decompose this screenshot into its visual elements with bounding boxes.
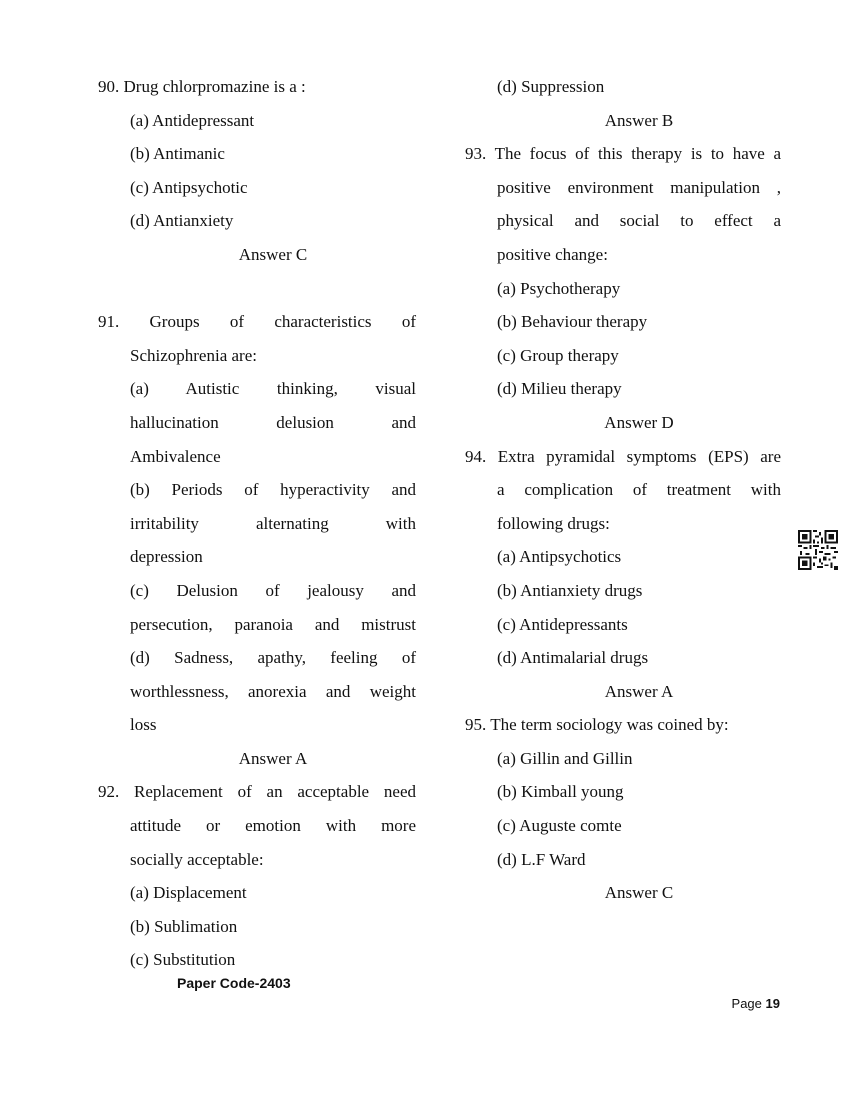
question-94-cont: a complication of treatment with bbox=[497, 480, 781, 500]
option-91-a-cont: Ambivalence bbox=[130, 446, 221, 466]
option-95-d: (d) L.F Ward bbox=[497, 849, 586, 869]
answer-94: Answer A bbox=[604, 681, 674, 701]
question-92-cont: attitude or emotion with more bbox=[130, 816, 416, 836]
paper-code: Paper Code-2403 bbox=[177, 975, 291, 991]
option-90-b: (b) Antimanic bbox=[130, 144, 225, 164]
answer-90: Answer C bbox=[238, 244, 308, 264]
option-93-d: (d) Milieu therapy bbox=[497, 379, 622, 399]
option-92-b: (b) Sublimation bbox=[130, 916, 238, 936]
option-93-a: (a) Psychotherapy bbox=[497, 278, 621, 298]
answer-91: Answer A bbox=[238, 748, 308, 768]
option-91-b-cont: depression bbox=[130, 547, 203, 567]
option-95-b: (b) Kimball young bbox=[497, 782, 624, 802]
option-90-d: (d) Antianxiety bbox=[130, 211, 234, 231]
option-91-b: (b) Periods of hyperactivity and bbox=[130, 480, 416, 500]
right-column bbox=[465, 70, 781, 910]
question-94-cont: following drugs: bbox=[497, 513, 610, 533]
option-91-d: (d) Sadness, apathy, feeling of bbox=[130, 648, 416, 668]
option-91-a: (a) Autistic thinking, visual bbox=[130, 379, 416, 399]
option-91-c-cont: persecution, paranoia and mistrust bbox=[130, 614, 416, 634]
question-95: 95. The term sociology was coined by: bbox=[465, 715, 729, 735]
option-91-b-cont: irritability alternating with bbox=[130, 513, 416, 533]
question-91-cont: Schizophrenia are: bbox=[130, 345, 257, 365]
left-column bbox=[98, 70, 416, 977]
option-94-d: (d) Antimalarial drugs bbox=[497, 648, 649, 668]
question-93-cont: positive change: bbox=[497, 244, 608, 264]
option-91-d-cont: worthlessness, anorexia and weight bbox=[130, 681, 416, 701]
question-94: 94. Extra pyramidal symptoms (EPS) are bbox=[465, 446, 781, 466]
option-91-a-cont: hallucination delusion and bbox=[130, 412, 416, 432]
question-93: 93. The focus of this therapy is to have a bbox=[465, 144, 781, 164]
option-95-a: (a) Gillin and Gillin bbox=[497, 748, 633, 768]
option-94-c: (c) Antidepressants bbox=[497, 614, 628, 634]
question-92: 92. Replacement of an acceptable need bbox=[98, 782, 416, 802]
spacer bbox=[98, 272, 416, 306]
answer-95: Answer C bbox=[604, 883, 674, 903]
option-95-c: (c) Auguste comte bbox=[497, 816, 622, 836]
option-90-c: (c) Antipsychotic bbox=[130, 177, 248, 197]
question-92-cont: socially acceptable: bbox=[130, 849, 264, 869]
option-91-c: (c) Delusion of jealousy and bbox=[130, 580, 416, 600]
question-93-cont: physical and social to effect a bbox=[497, 211, 781, 231]
question-93-cont: positive environment manipulation , bbox=[497, 177, 781, 197]
answer-93: Answer D bbox=[604, 412, 674, 432]
question-90: 90. Drug chlorpromazine is a : bbox=[98, 77, 306, 96]
qr-code-icon bbox=[798, 530, 838, 570]
option-92-a: (a) Displacement bbox=[130, 883, 247, 903]
page-number bbox=[732, 996, 780, 1011]
option-93-b: (b) Behaviour therapy bbox=[497, 312, 648, 332]
page-number-value: 19 bbox=[765, 996, 780, 1011]
option-93-c: (c) Group therapy bbox=[497, 345, 619, 365]
option-91-d-cont: loss bbox=[130, 715, 157, 735]
answer-92: Answer B bbox=[604, 110, 674, 130]
option-94-b: (b) Antianxiety drugs bbox=[497, 580, 643, 600]
option-90-a: (a) Antidepressant bbox=[130, 110, 255, 130]
option-94-a: (a) Antipsychotics bbox=[497, 547, 622, 567]
page-label: Page bbox=[731, 996, 762, 1011]
question-91: 91. Groups of characteristics of bbox=[98, 312, 416, 332]
option-92-d: (d) Suppression bbox=[497, 77, 605, 96]
option-92-c: (c) Substitution bbox=[130, 950, 236, 970]
